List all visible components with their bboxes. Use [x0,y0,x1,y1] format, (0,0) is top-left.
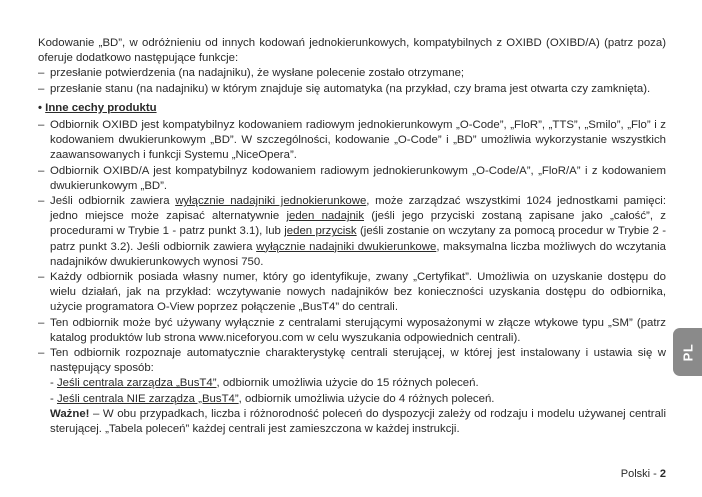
feature-3-underline-2: jeden nadajnik [286,210,365,223]
language-tab [673,328,702,376]
feature-item-2: – Odbiornik OXIBD/A jest kompatybilnyz kodowaniem radiowym jednokierunkowym „O-Code/A”, „FloR/A” i z kodowaniem dwukierunkowym „BD”. [38,164,666,194]
sub-item-2-underline: Jeśli centrala NIE zarządza „BusT4” [56,392,239,405]
sub-item-2-text: , odbiornik umożliwia użycie do 4 różnych poleceń. [238,392,495,405]
feature-3-text-e: (jeśli jego przyciski zostaną zapisane jako „całość”, z procedurami w Trybie 1 - patrz punkt 3.1), lub [50,210,666,238]
feature-3-underline-4: wyłącznie nadajniki dwukierunkowe [256,240,437,253]
sub-item-bust4 [38,376,666,391]
feature-3-underline-3: jeden przycisk [284,225,357,238]
footer-language: Polski - [620,468,660,480]
feature-3-text-a: Jeśli odbiornik zawiera [50,195,176,208]
section-heading [38,101,666,116]
feature-3-text-i: , maksymalna liczba możliwych do wczytania nadajników dwukierunkowych wynosi 750. [50,240,666,268]
important-label: Ważne! [50,407,90,420]
sub-item-1-prefix: - [50,377,57,390]
feature-3-text-g: (jeśli zostanie on wczytany za pomocą procedur w Trybie 2 - patrz punkt 3.2). Jeśli odbiornik zawiera [50,225,667,253]
feature-item-4: – Każdy odbiornik posiada własny numer, który go identyfikuje, zwany „Certyfikat”. Umożliwia on uzyskanie dostępu do wielu działań, jak na przykład: wczytywanie nowych nadajników bez konieczności uzyskania dostępu do odbiornika, użycie programatora O-View poprzez połączenie „BusT4” do centrali. [38,270,666,316]
sub-item-1-text: , odbiornik umożliwia użycie do 15 różnych poleceń. [216,377,479,390]
feature-item-1: – Odbiornik OXIBD jest kompatybilnyz kodowaniem radiowym jednokierunkowym „O-Code”, „FloR”, „TTS”, „Smilo”, „Flo” i z kodowaniem dwukierunkowym „BD”. W szczególności, kodowanie „O-Code” i „BD” umożliwia wykorzystanie wszystkich zaawansowanych i funkcji Systemu „NiceOpera”. [38,118,666,164]
sub-item-no-bust4 [38,392,666,407]
feature-3-text-c: , może zarządzać wszystkimi 1024 jednostkami pamięci: jedno miejsce może zapisać alternatywnie [50,195,667,223]
bullet-icon: • [38,101,42,114]
feature-item-3 [38,194,666,270]
intro-dash-item-2: – przesłanie stanu (na nadajniku) w którym znajduje się automatyka (na przykład, czy brama jest otwarta czy zamknięta). [38,82,666,97]
document-body [38,36,666,437]
important-note [38,407,666,437]
feature-3-underline-1: wyłącznie nadajniki jednokierunkowe [175,195,367,208]
sub-item-1-underline: Jeśli centrala zarządza „BusT4” [56,377,217,390]
page-footer [621,468,666,480]
intro-paragraph: Kodowanie „BD”, w odróżnieniu od innych kodowań jednokierunkowych, kompatybilnych z OXIBD (OXIBD/A) (patrz poza) oferuje dodatkowo następujące funkcje: [38,37,666,65]
sub-item-2-prefix: - [50,392,57,405]
feature-item-6: – Ten odbiornik rozpoznaje automatycznie charakterystykę centrali sterującej, w której jest instalowany i ustawia się w następujący sposób: [38,346,666,376]
intro-dash-item-1: – przesłanie potwierdzenia (na nadajniku), że wysłane polecenie zostało otrzymane; [38,66,666,81]
important-text: – W obu przypadkach, liczba i różnorodność poleceń do dyspozycji zależy od rodzaju i modelu używanej centrali sterującej. „Tabela poleceń” każdej centrali jest zamieszczona w każdej instrukcji. [50,407,666,436]
feature-item-5: – Ten odbiornik może być używany wyłącznie z centralami sterującymi wyposażonymi w złącze wtykowe typu „SM” (patrz katalog produktów lub strona www.niceforyou.com w celu wyszukania odpowiednich centrali). [38,316,666,346]
section-title: Inne cechy produktu [45,101,157,114]
language-tab-label: PL [680,343,695,361]
page-number: 2 [659,468,666,480]
